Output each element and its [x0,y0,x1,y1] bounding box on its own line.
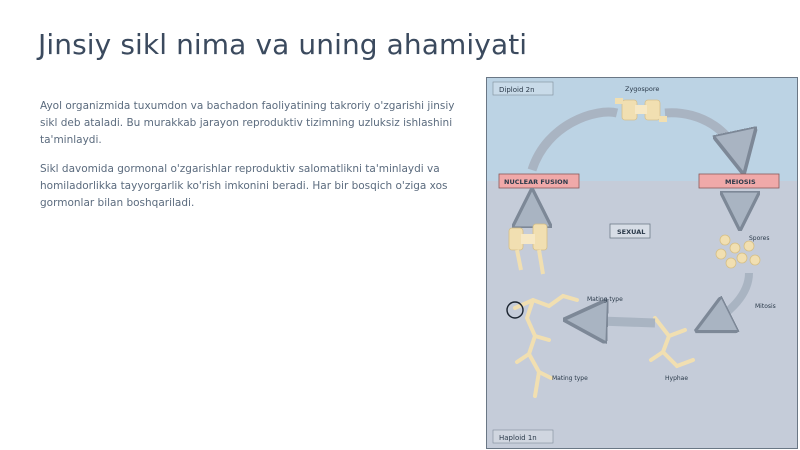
mating-type-bottom-label: Mating type [552,375,588,382]
spores-label: Spores [749,235,770,242]
diploid-label: Diploid 2n [499,86,535,94]
nuclear-fusion-label: NUCLEAR FUSION [504,178,569,186]
mitosis-label: Mitosis [755,303,776,310]
meiosis-box-label: MEIOSIS [725,178,756,186]
slide-body [40,98,460,224]
mating-type-top-label: Mating type [587,296,623,303]
paragraph-1: Ayol organizmida tuxumdon va bachadon faoliyatining takroriy o'zgarishi jinsiy sikl deb ataladi. Bu murakkab jarayon reproduktiv tizimning uzluksiz ishlashini ta'minlaydi. [40,100,455,146]
haploid-label: Haploid 1n [499,434,537,442]
hyphae-label: Hyphae [665,375,689,382]
slide-title: Jinsiy sikl nima va uning ahamiyati [38,28,528,61]
sexual-label: SEXUAL [617,228,646,236]
paragraph-2: Sikl davomida gormonal o'zgarishlar reproduktiv salomatlikni ta'minlaydi va homiladorlikka tayyorgarlik ko'rish imkonini beradi. Har bir bosqich o'ziga xos gormonlar bilan boshqariladi. [40,163,448,209]
life-cycle-diagram [486,77,798,449]
haploid-region [487,181,797,448]
arrow-hyphae-to-mating [572,320,655,323]
zygospore-label: Zygospore [625,85,660,93]
